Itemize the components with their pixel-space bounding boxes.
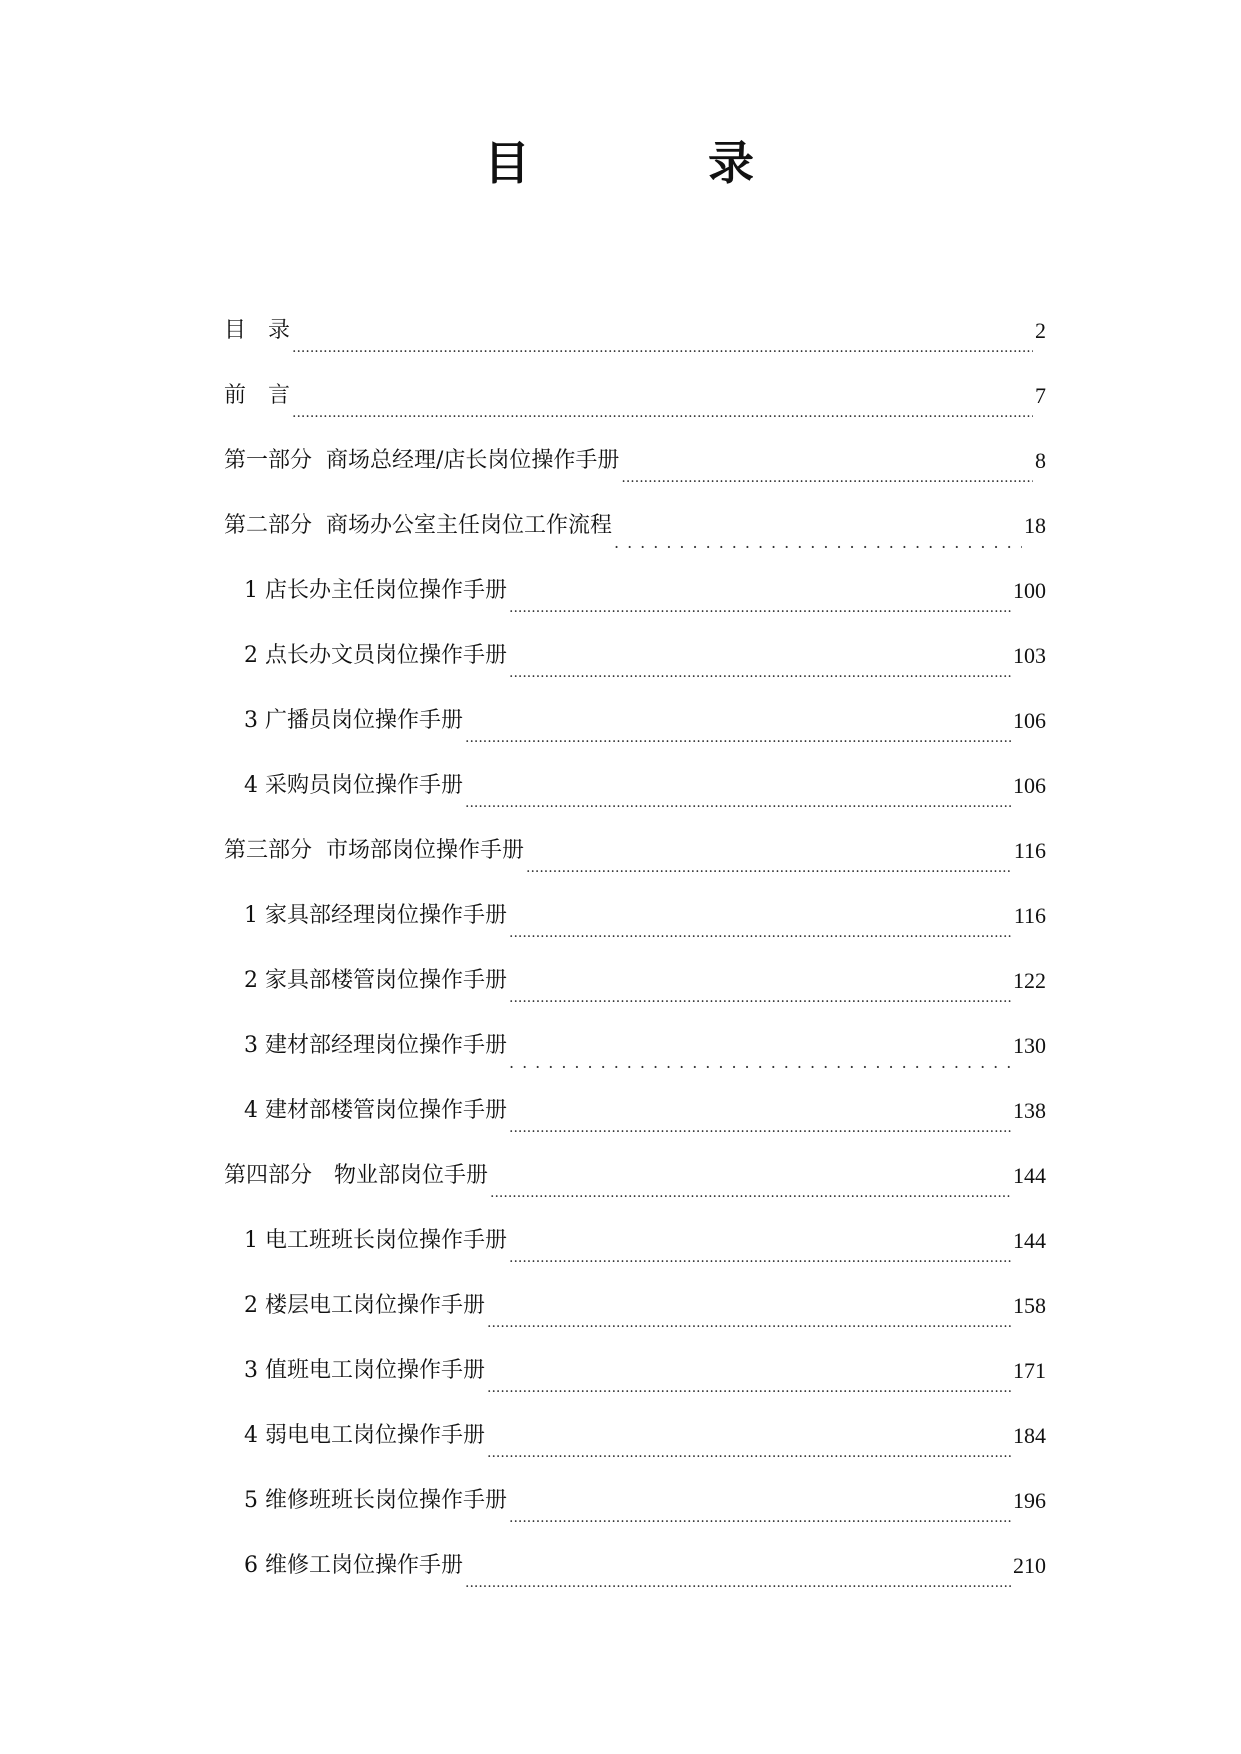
toc-entry[interactable] — [224, 948, 1046, 1013]
toc-entry-page: 144 — [1013, 1162, 1046, 1188]
dot-leader — [509, 1048, 1011, 1078]
toc-entry[interactable] — [224, 558, 1046, 623]
toc-entry-label: 4 采购员岗位操作手册 — [244, 772, 463, 798]
dot-leader — [487, 1438, 1011, 1468]
toc-entry[interactable] — [224, 1143, 1046, 1208]
toc-entry[interactable] — [224, 753, 1046, 818]
toc-entry-label: 第一部分 商场总经理/店长岗位操作手册 — [224, 447, 620, 473]
toc-entry-label: 前 言 — [224, 382, 291, 408]
dot-leader — [509, 1503, 1011, 1533]
toc-entry-label: 2 家具部楼管岗位操作手册 — [244, 967, 507, 993]
dot-leader — [465, 1568, 1011, 1598]
toc-entry[interactable] — [224, 428, 1046, 493]
toc-entry-page: 184 — [1013, 1422, 1046, 1448]
toc-entry-page: 7 — [1035, 382, 1046, 408]
toc-entry-label: 目 录 — [224, 317, 291, 343]
table-of-contents — [224, 298, 1046, 1598]
toc-entry-page: 106 — [1013, 772, 1046, 798]
toc-entry-label: 1 家具部经理岗位操作手册 — [244, 902, 507, 928]
toc-entry[interactable] — [224, 623, 1046, 688]
toc-entry[interactable] — [224, 818, 1046, 883]
toc-entry-page: 130 — [1013, 1032, 1046, 1058]
dot-leader — [490, 1178, 1011, 1208]
toc-entry-page: 2 — [1035, 317, 1046, 343]
toc-entry[interactable] — [224, 1208, 1046, 1273]
dot-leader — [509, 658, 1011, 688]
toc-entry-page: 18 — [1024, 512, 1046, 538]
toc-entry[interactable] — [224, 1533, 1046, 1598]
toc-entry-label: 1 电工班班长岗位操作手册 — [244, 1227, 507, 1253]
dot-leader — [509, 918, 1012, 948]
dot-leader — [621, 463, 1033, 493]
toc-entry-page: 158 — [1013, 1292, 1046, 1318]
title-char-1: 目 — [484, 136, 530, 190]
toc-entry[interactable] — [224, 1338, 1046, 1403]
dot-leader — [526, 853, 1012, 883]
toc-entry-label: 3 值班电工岗位操作手册 — [244, 1357, 485, 1383]
dot-leader — [487, 1308, 1011, 1338]
toc-entry[interactable] — [224, 688, 1046, 753]
toc-entry-label: 1 店长办主任岗位操作手册 — [244, 577, 507, 603]
toc-entry[interactable] — [224, 1468, 1046, 1533]
toc-entry-page: 106 — [1013, 707, 1046, 733]
toc-entry-page: 122 — [1013, 967, 1046, 993]
title-char-2: 录 — [708, 136, 754, 190]
toc-entry[interactable] — [224, 883, 1046, 948]
toc-entry-page: 138 — [1013, 1097, 1046, 1123]
toc-entry-page: 116 — [1013, 837, 1046, 863]
dot-leader — [509, 1243, 1011, 1273]
toc-entry[interactable] — [224, 1078, 1046, 1143]
toc-entry[interactable] — [224, 363, 1046, 428]
toc-entry-page: 171 — [1013, 1357, 1046, 1383]
toc-entry-label: 2 点长办文员岗位操作手册 — [244, 642, 507, 668]
toc-entry-label: 6 维修工岗位操作手册 — [244, 1552, 463, 1578]
toc-entry-label: 2 楼层电工岗位操作手册 — [244, 1292, 485, 1318]
toc-entry-page: 8 — [1035, 447, 1046, 473]
toc-entry-page: 210 — [1013, 1552, 1046, 1578]
toc-entry-label: 5 维修班班长岗位操作手册 — [244, 1487, 507, 1513]
toc-entry-label: 第三部分 市场部岗位操作手册 — [224, 837, 524, 863]
dot-leader — [487, 1373, 1011, 1403]
dot-leader — [465, 788, 1011, 818]
dot-leader — [509, 1113, 1011, 1143]
toc-entry-page: 196 — [1013, 1487, 1046, 1513]
toc-entry-label: 3 广播员岗位操作手册 — [244, 707, 463, 733]
toc-entry[interactable] — [224, 1403, 1046, 1468]
toc-entry-label: 4 弱电电工岗位操作手册 — [244, 1422, 485, 1448]
toc-entry-page: 100 — [1013, 577, 1046, 603]
dot-leader — [465, 723, 1011, 753]
toc-entry[interactable] — [224, 493, 1046, 558]
dot-leader — [292, 333, 1033, 363]
toc-entry-label: 第四部分 物业部岗位手册 — [224, 1162, 489, 1188]
toc-entry-label: 4 建材部楼管岗位操作手册 — [244, 1097, 507, 1123]
toc-title — [0, 128, 1241, 198]
dot-leader — [509, 983, 1011, 1013]
toc-entry-page: 103 — [1013, 642, 1046, 668]
toc-entry-page: 144 — [1013, 1227, 1046, 1253]
toc-entry[interactable] — [224, 1273, 1046, 1338]
toc-entry-label: 3 建材部经理岗位操作手册 — [244, 1032, 507, 1058]
dot-leader — [614, 528, 1022, 558]
toc-entry[interactable] — [224, 1013, 1046, 1078]
dot-leader — [509, 593, 1011, 623]
dot-leader — [292, 398, 1033, 428]
toc-entry-page: 116 — [1013, 902, 1046, 928]
toc-entry[interactable] — [224, 298, 1046, 363]
toc-entry-label: 第二部分 商场办公室主任岗位工作流程 — [224, 512, 612, 538]
